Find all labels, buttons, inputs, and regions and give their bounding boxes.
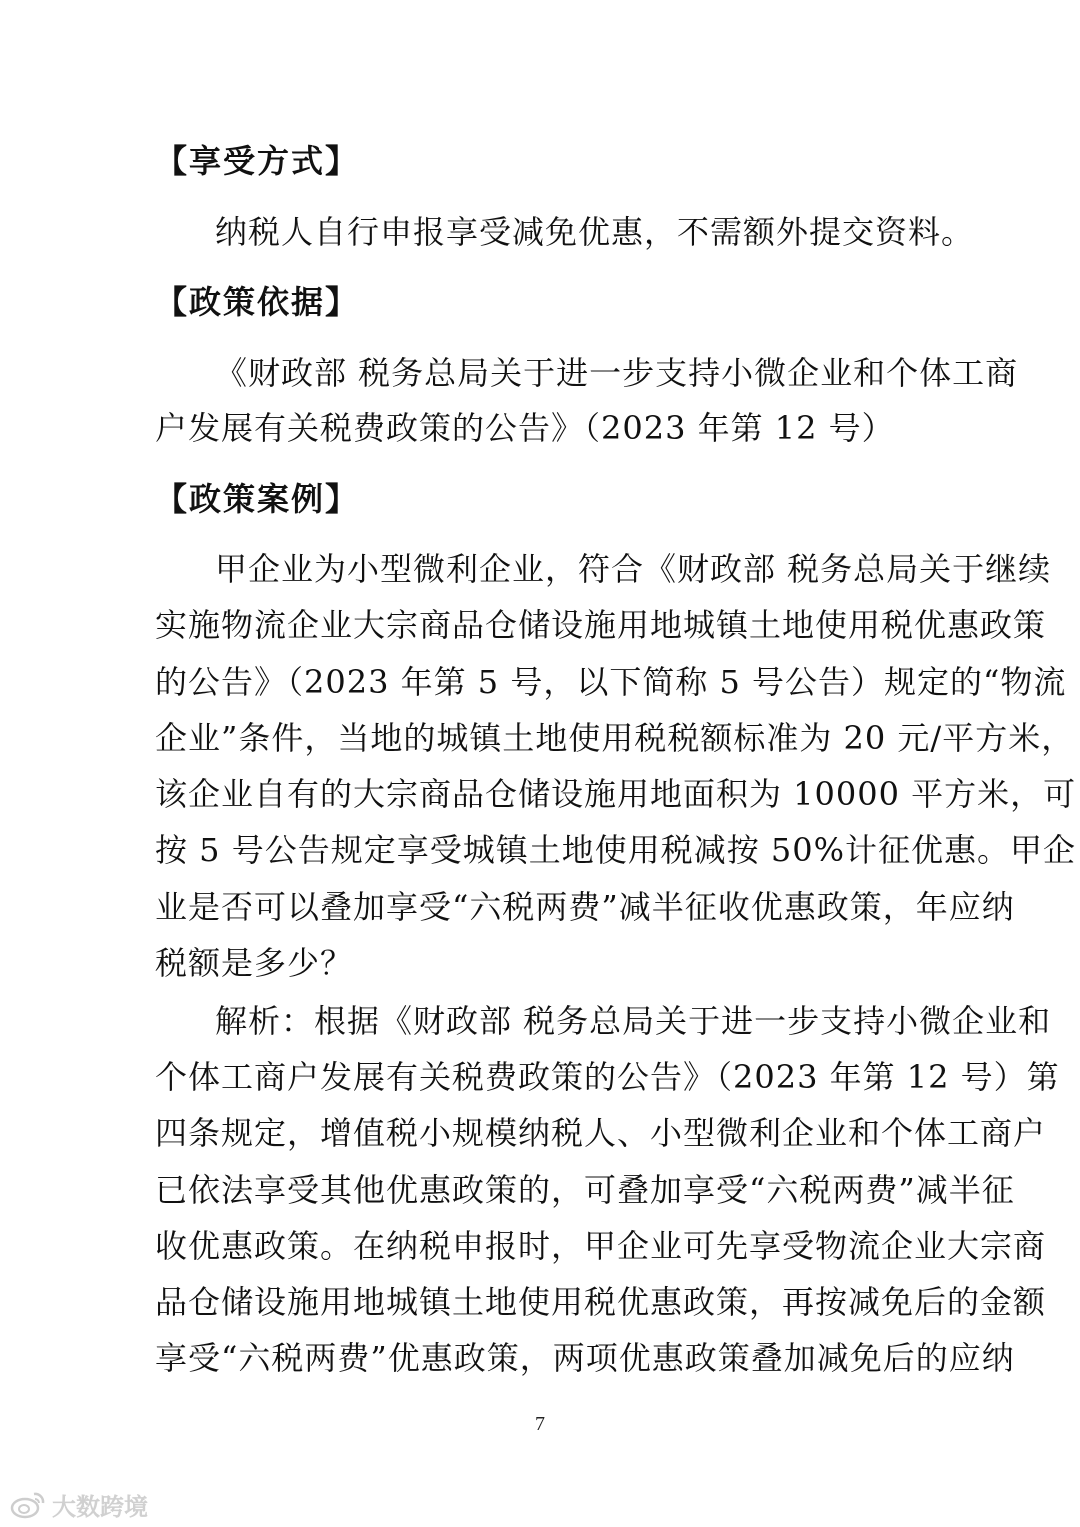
weibo-logo-icon <box>10 1490 46 1520</box>
case-line: 该企业自有的大宗商品仓储设施用地面积为 10000 平方米，可 <box>155 775 1077 813</box>
method-text: 纳税人自行申报享受减免优惠，不需额外提交资料。 <box>215 213 975 251</box>
analysis-line: 四条规定，增值税小规模纳税人、小型微利企业和个体工商户 <box>155 1114 1047 1152</box>
page-number: 7 <box>535 1413 545 1435</box>
watermark-text: 大数跨境 <box>52 1493 148 1521</box>
case-line: 税额是多少？ <box>155 944 354 982</box>
basis-line: 《财政部 税务总局关于进一步支持小微企业和个体工商 <box>215 354 1019 392</box>
case-line: 实施物流企业大宗商品仓储设施用地城镇土地使用税优惠政策 <box>155 606 1047 644</box>
analysis-line: 解析：根据《财政部 税务总局关于进一步支持小微企业和 <box>215 1002 1052 1040</box>
heading-policy-case: 【政策案例】 <box>155 480 360 518</box>
analysis-line: 品仓储设施用地城镇土地使用税优惠政策，再按减免后的金额 <box>155 1283 1047 1321</box>
watermark <box>10 1487 148 1522</box>
analysis-line: 个体工商户发展有关税费政策的公告》（2023 年第 12 号）第 <box>155 1058 1060 1096</box>
case-line: 企业”条件，当地的城镇土地使用税税额标准为 20 元/平方米， <box>155 719 1075 757</box>
case-line: 甲企业为小型微利企业，符合《财政部 税务总局关于继续 <box>215 550 1052 588</box>
heading-policy-basis: 【政策依据】 <box>155 283 360 321</box>
heading-enjoy-method: 【享受方式】 <box>155 142 360 180</box>
basis-line: 户发展有关税费政策的公告》（2023 年第 12 号） <box>155 409 895 447</box>
analysis-line: 享受“六税两费”优惠政策，两项优惠政策叠加减免后的应纳 <box>155 1339 1015 1377</box>
case-line: 按 5 号公告规定享受城镇土地使用税减按 50%计征优惠。甲企 <box>155 831 1077 869</box>
analysis-line: 收优惠政策。在纳税申报时，甲企业可先享受物流企业大宗商 <box>155 1227 1047 1265</box>
analysis-line: 已依法享受其他优惠政策的，可叠加享受“六税两费”减半征 <box>155 1171 1015 1209</box>
case-line: 的公告》（2023 年第 5 号，以下简称 5 号公告）规定的“物流 <box>155 663 1067 701</box>
case-line: 业是否可以叠加享受“六税两费”减半征收优惠政策，年应纳 <box>155 888 1015 926</box>
